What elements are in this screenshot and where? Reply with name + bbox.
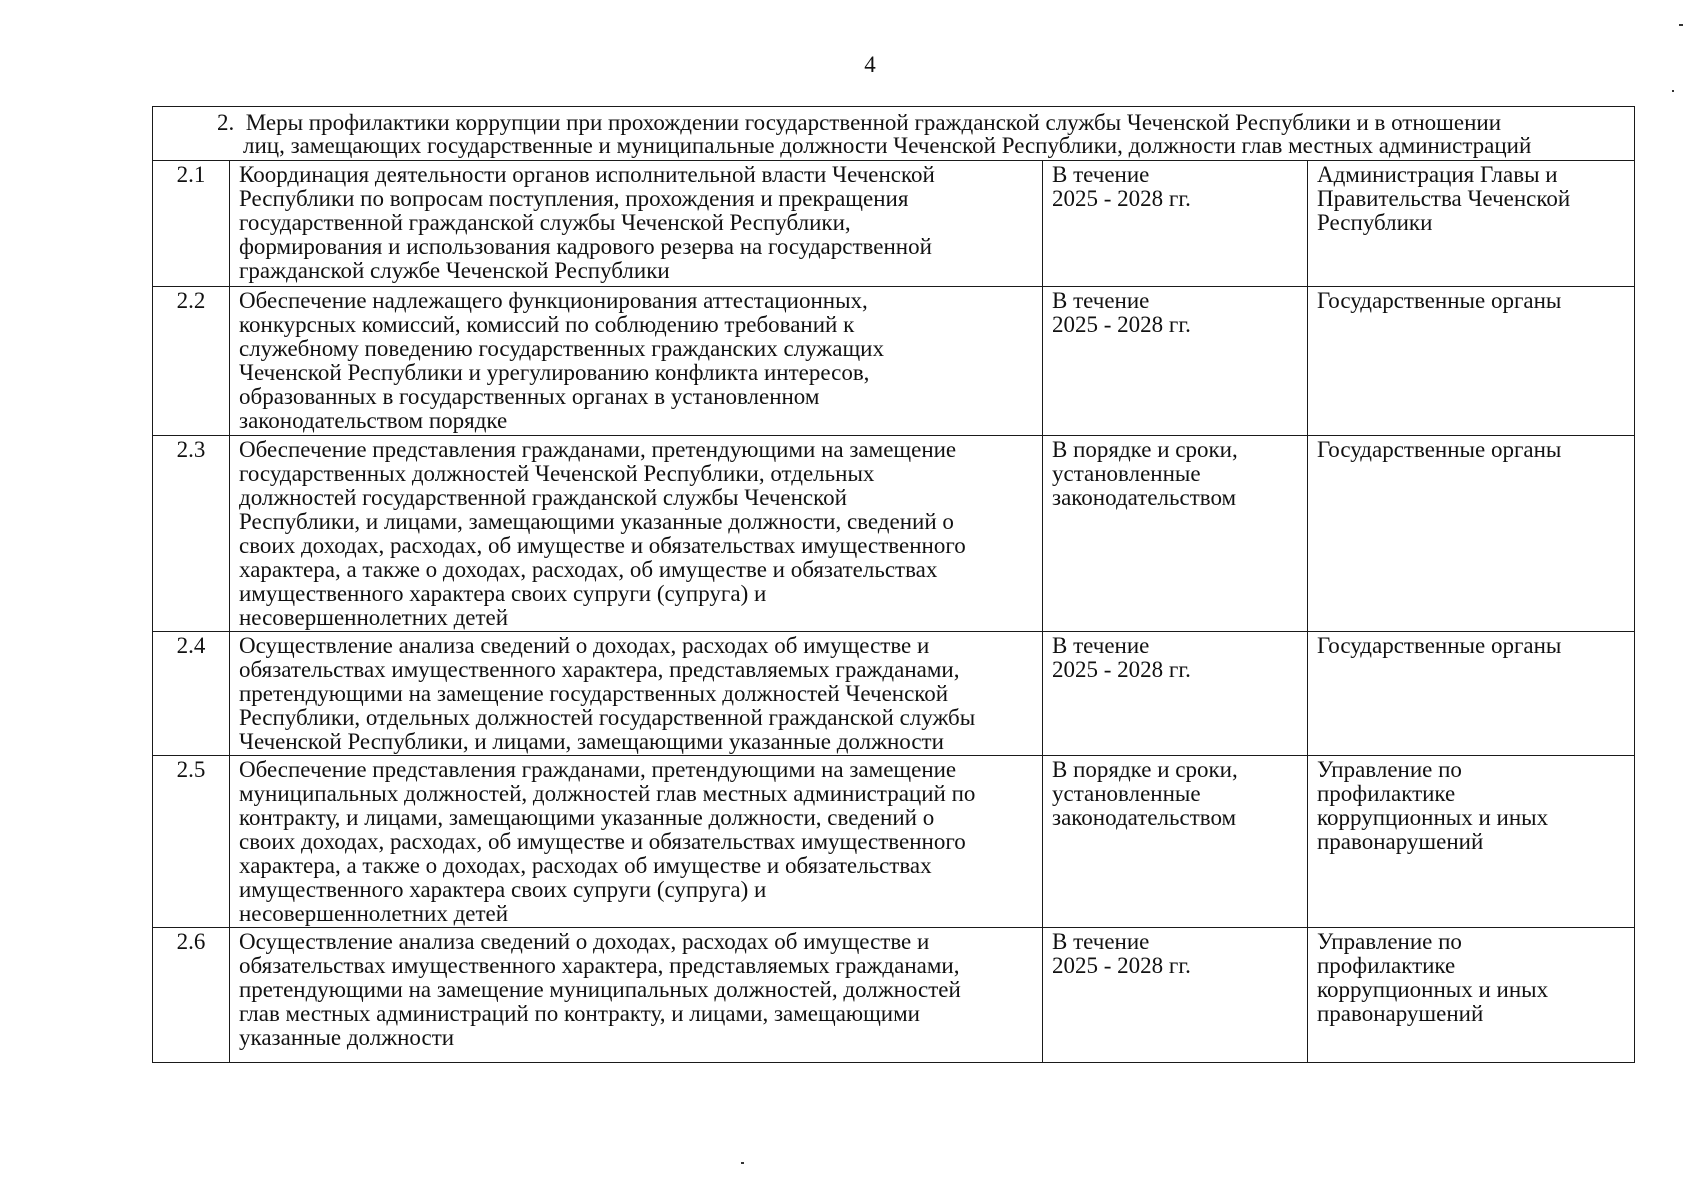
responsible-text: Управление по профилактике коррупционных и иных правонарушений <box>1317 757 1549 854</box>
responsible-text: Управление по профилактике коррупционных и иных правонарушений <box>1317 929 1549 1026</box>
measure-cell <box>230 436 1043 632</box>
scan-speck <box>741 1162 744 1164</box>
term-cell <box>1043 928 1308 1063</box>
term-text: В течение 2025 - 2028 гг. <box>1052 929 1191 978</box>
responsible-text: Администрация Главы и Правительства Чеченской Республики <box>1317 162 1571 235</box>
responsible-cell <box>1308 161 1635 287</box>
term-cell <box>1043 632 1308 756</box>
measure-text: Осуществление анализа сведений о доходах, расходах об имуществе и обязательствах имущественного характера, представляемых гражданами, претендующими на замещение государственных должностей Чеченской Республики, отдельных должностей государственной гражданской службы Чеченской Республики, и лицами, замещающими указанные должности <box>239 633 976 754</box>
term-cell <box>1043 287 1308 436</box>
measure-text: Обеспечение представления гражданами, претендующими на замещение муниципальных должностей, должностей глав местных администраций по контракту, и лицами, замещающими указанные должности, сведений о своих доходах, расходах, об имуществе и обязательствах имущественного характера, а также о доходах, расходах об имуществе и обязательствах имущественного характера своих супруги (супруга) и несовершеннолетних детей <box>239 757 976 926</box>
row-number: 2.1 <box>153 161 230 287</box>
responsible-cell <box>1308 756 1635 928</box>
scan-speck <box>1672 90 1674 92</box>
table-row <box>153 287 1635 436</box>
term-text: В течение 2025 - 2028 гг. <box>1052 633 1191 682</box>
responsible-text: Государственные органы <box>1317 633 1562 658</box>
row-number: 2.2 <box>153 287 230 436</box>
responsible-cell <box>1308 928 1635 1063</box>
row-number: 2.6 <box>153 928 230 1063</box>
measure-text: Осуществление анализа сведений о доходах, расходах об имуществе и обязательствах имущественного характера, представляемых гражданами, претендующими на замещение муниципальных должностей, должностей глав местных администраций по контракту, и лицами, замещающими указанные должности <box>239 929 961 1050</box>
measures-table <box>152 106 1635 1063</box>
term-text: В течение 2025 - 2028 гг. <box>1052 288 1191 337</box>
section-number: 2. <box>217 110 235 135</box>
term-cell <box>1043 161 1308 287</box>
measure-text: Координация деятельности органов исполнительной власти Чеченской Республики по вопросам поступления, прохождения и прекращения государственной гражданской службы Чеченской Республики, формирования и использования кадрового резерва на государственной гражданской службе Чеченской Республики <box>239 162 935 283</box>
table-row <box>153 161 1635 287</box>
responsible-cell <box>1308 436 1635 632</box>
measure-cell <box>230 928 1043 1063</box>
measure-cell <box>230 161 1043 287</box>
measure-text: Обеспечение представления гражданами, претендующими на замещение государственных должностей Чеченской Республики, отдельных должностей государственной гражданской службы Чеченской Республики, и лицами, замещающими указанные должности, сведений о своих доходах, расходах, об имуществе и обязательствах имущественного характера, а также о доходах, расходах, об имуществе и обязательствах имущественного характера своих супруги (супруга) и несовершеннолетних детей <box>239 437 966 630</box>
measure-cell <box>230 287 1043 436</box>
row-number: 2.3 <box>153 436 230 632</box>
measure-cell <box>230 632 1043 756</box>
section-title-line1: Меры профилактики коррупции при прохождении государственной гражданской службы Чеченской Республики и в отношении <box>245 110 1502 135</box>
responsible-cell <box>1308 287 1635 436</box>
term-text: В порядке и сроки, установленные законодательством <box>1052 757 1238 830</box>
measures-table-container <box>152 106 1634 1063</box>
responsible-cell <box>1308 632 1635 756</box>
responsible-text: Государственные органы <box>1317 288 1562 313</box>
term-cell <box>1043 436 1308 632</box>
section-title-line2: лиц, замещающих государственные и муниципальные должности Чеченской Республики, должности глав местных администраций <box>243 133 1532 158</box>
scan-speck <box>1679 24 1683 26</box>
section-header-cell <box>153 107 1635 161</box>
table-row <box>153 436 1635 632</box>
measure-text: Обеспечение надлежащего функционирования аттестационных, конкурсных комиссий, комиссий по соблюдению требований к служебному поведению государственных гражданских служащих Чеченской Республики и урегулированию конфликта интересов, образованных в государственных органах в установленном законодательством порядке <box>239 288 884 433</box>
row-number: 2.5 <box>153 756 230 928</box>
page-number: 4 <box>864 52 876 77</box>
table-row <box>153 756 1635 928</box>
measure-cell <box>230 756 1043 928</box>
term-cell <box>1043 756 1308 928</box>
table-row <box>153 632 1635 756</box>
term-text: В течение 2025 - 2028 гг. <box>1052 162 1191 211</box>
row-number: 2.4 <box>153 632 230 756</box>
section-header-row <box>153 107 1635 161</box>
term-text: В порядке и сроки, установленные законодательством <box>1052 437 1238 510</box>
responsible-text: Государственные органы <box>1317 437 1562 462</box>
table-row <box>153 928 1635 1063</box>
